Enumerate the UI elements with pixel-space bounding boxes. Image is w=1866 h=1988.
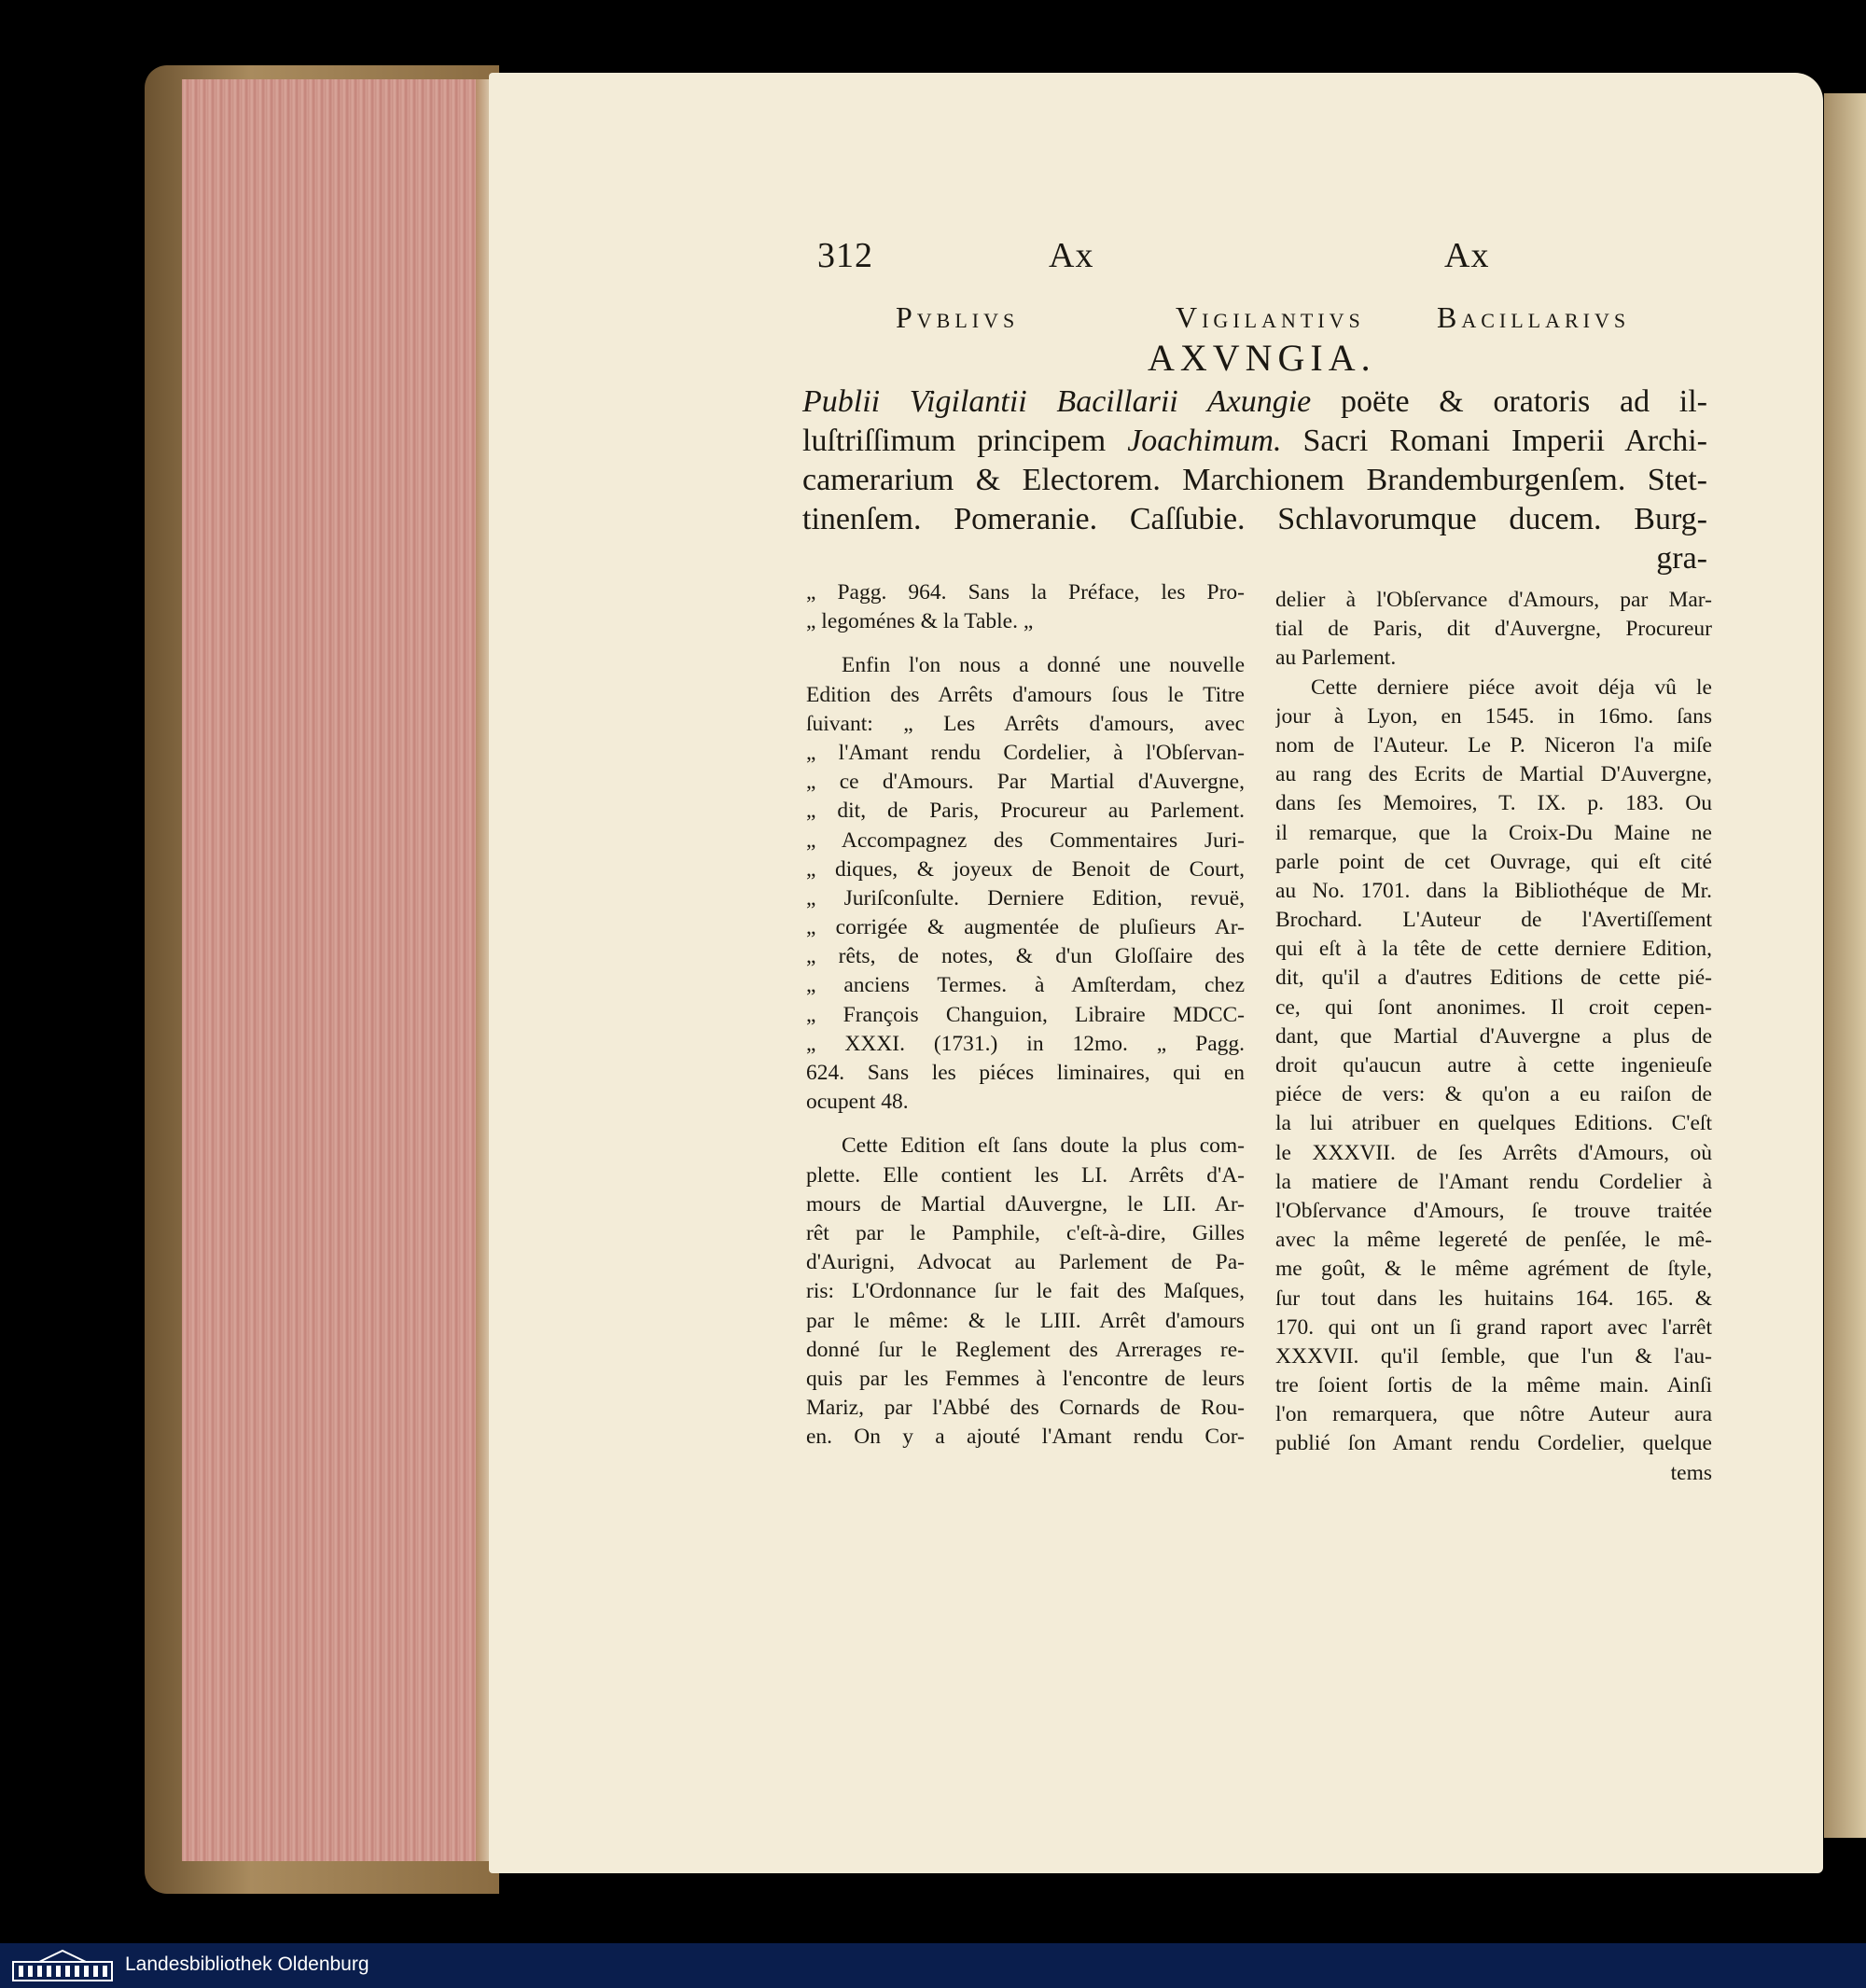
text-line: rêt par le Pamphile, c'eſt-à-dire, Gilles xyxy=(806,1220,1245,1245)
text-line: avec la même legereté de penſée, le mê- xyxy=(1275,1228,1712,1253)
text-line: XXXVII. qu'il ſemble, que l'un & l'au- xyxy=(1275,1343,1712,1369)
text-line: plette. Elle contient les LI. Arrêts d'A- xyxy=(806,1162,1245,1188)
text-line: ſur tout dans les huitains 164. 165. & xyxy=(1275,1286,1712,1311)
text-line: me goût, & le même agrément de ſtyle, xyxy=(1275,1257,1712,1282)
right-column xyxy=(1275,586,1712,1488)
text-line: ce, qui ſont anonimes. Il croit cepen- xyxy=(1275,994,1712,1020)
text-line: tial de Paris, dit d'Auvergne, Procureur xyxy=(1275,617,1712,642)
text-line: „ l'Amant rendu Cordelier, à l'Obſervan- xyxy=(806,740,1245,765)
intro-line: camerarium & Electorem. Marchionem Brandemburgenſem. Stet- xyxy=(802,463,1707,497)
entry-title: AXVNGIA. xyxy=(1148,337,1376,379)
text-line: „ XXXI. (1731.) in 12mo. „ Pagg. xyxy=(806,1031,1245,1056)
text-line: „ François Changuion, Libraire MDCC- xyxy=(806,1002,1245,1027)
text-line: ſuivant: „ Les Arrêts d'amours, avec xyxy=(806,711,1245,736)
text-line: „ anciens Termes. à Amſterdam, chez xyxy=(806,973,1245,998)
text-line: la lui atribuer en quelques Editions. C'eſt xyxy=(1275,1111,1712,1136)
text-line: donné ſur le Reglement des Arrerages re- xyxy=(806,1337,1245,1362)
text-line: 170. qui ont un ſi grand raport avec l'arrêt xyxy=(1275,1314,1712,1340)
text-line: l'Obſervance d'Amours, ſe trouve traitée xyxy=(1275,1198,1712,1223)
text-line: l'on remarquera, que nôtre Auteur aura xyxy=(1275,1402,1712,1427)
paragraph-gap xyxy=(806,1117,1245,1132)
text-line: qui eſt à la tête de cette derniere Edition, xyxy=(1275,937,1712,962)
text-line: Cette derniere piéce avoit déja vû le xyxy=(1311,674,1712,700)
catchword: tems xyxy=(1670,1460,1712,1485)
text-line: „ ce d'Amours. Par Martial d'Auvergne, xyxy=(806,770,1245,795)
text-line: Mariz, par l'Abbé des Cornards de Rou- xyxy=(806,1396,1245,1421)
library-building-icon xyxy=(11,1949,114,1982)
text-line: mours de Martial dAuvergne, le LII. Ar- xyxy=(806,1191,1245,1216)
text-line: d'Aurigni, Advocat au Parlement de Pa- xyxy=(806,1250,1245,1275)
library-name: Landesbibliothek Oldenburg xyxy=(125,1953,369,1975)
text-line: delier à l'Obſervance d'Amours, par Mar- xyxy=(1275,588,1712,612)
text-line: ris: L'Ordonnance ſur le fait des Maſques, xyxy=(806,1279,1245,1304)
text-line: „ Pagg. 964. Sans la Préface, les Pro- xyxy=(806,580,1245,605)
text-line: dit, qu'il a d'autres Editions de cette pié- xyxy=(1275,966,1712,991)
text-line: tre ſoient ſortis de la même main. Ainſi xyxy=(1275,1373,1712,1398)
page-number: 312 xyxy=(817,236,873,275)
text-line: „ Accompagnez des Commentaires Juri- xyxy=(806,827,1245,853)
text-line: au No. 1701. dans la Bibliothéque de Mr. xyxy=(1275,878,1712,903)
intro-line: luſtriſſimum principem Joachimum. Sacri Romani Imperii Archi- xyxy=(802,424,1707,458)
text-line: ocupent 48. xyxy=(806,1090,909,1115)
text-line: la matiere de l'Amant rendu Cordelier à xyxy=(1275,1169,1712,1194)
intro-line: gra- xyxy=(1656,541,1707,576)
text-line: „ Juriſconſulte. Derniere Edition, revuë, xyxy=(806,885,1245,911)
text-line: „ legoménes & la Table. „ xyxy=(806,609,1034,634)
text-line: au Parlement. xyxy=(1275,646,1397,671)
text-line: dans ſes Memoires, T. IX. p. 183. Ou xyxy=(1275,791,1712,816)
text-line: piéce de vers: & qu'on a eu raiſon de xyxy=(1275,1082,1712,1107)
text-line: au rang des Ecrits de Martial D'Auvergne, xyxy=(1275,762,1712,787)
text-line: Cette Edition eſt ſans doute la plus com- xyxy=(842,1133,1245,1159)
text-line: 624. Sans les piéces liminaires, qui en xyxy=(806,1061,1245,1085)
text-line: „ rêts, de notes, & d'un Gloſſaire des xyxy=(806,944,1245,969)
text-line: nom de l'Auteur. Le P. Niceron l'a miſe xyxy=(1275,732,1712,758)
text-line: il remarque, que la Croix-Du Maine ne xyxy=(1275,820,1712,845)
text-line: Enfin l'on nous a donné une nouvelle xyxy=(842,653,1245,678)
text-line: „ diques, & joyeux de Benoit de Court, xyxy=(806,856,1245,882)
text-line: droit qu'aucun autre à cette ingenieuſe xyxy=(1275,1053,1712,1077)
intro-line: tinenſem. Pomeranie. Caſſubie. Schlavorumque ducem. Burg- xyxy=(802,502,1707,536)
text-line: jour à Lyon, en 1545. in 16mo. ſans xyxy=(1275,703,1712,729)
text-line: dant, que Martial d'Auvergne a plus de xyxy=(1275,1023,1712,1049)
author-name-2: Vigilantivs xyxy=(1176,300,1365,334)
author-name-3: Bacillarivs xyxy=(1437,300,1631,334)
left-column xyxy=(806,578,1245,1452)
running-head-left: Ax xyxy=(1049,236,1094,275)
text-line: le XXXVII. de ſes Arrêts d'Amours, où xyxy=(1275,1140,1712,1165)
text-line: Edition des Arrêts d'amours ſous le Titre xyxy=(806,682,1245,707)
author-name-1: Pvblivs xyxy=(896,300,1020,334)
text-line: publié ſon Amant rendu Cordelier, quelque xyxy=(1275,1431,1712,1456)
text-line: par le même: & le LIII. Arrêt d'amours xyxy=(806,1308,1245,1333)
footer-bar xyxy=(0,1943,1866,1988)
text-line: quis par les Femmes à l'encontre de leurs xyxy=(806,1366,1245,1391)
running-head-right: Ax xyxy=(1444,236,1490,275)
text-line: „ corrigée & augmentée de pluſieurs Ar- xyxy=(806,915,1245,940)
text-line: „ dit, de Paris, Procureur au Parlement. xyxy=(806,799,1245,824)
intro-line: Publii Vigilantii Bacillarii Axungie poëte & oratoris ad il- xyxy=(802,384,1707,419)
paragraph-gap xyxy=(806,636,1245,651)
text-line: en. On y a ajouté l'Amant rendu Cor- xyxy=(806,1425,1245,1450)
entry-intro xyxy=(802,382,1707,578)
text-line: parle point de cet Ouvrage, qui eſt cité xyxy=(1275,849,1712,874)
text-line: Brochard. L'Auteur de l'Avertiſſement xyxy=(1275,908,1712,933)
